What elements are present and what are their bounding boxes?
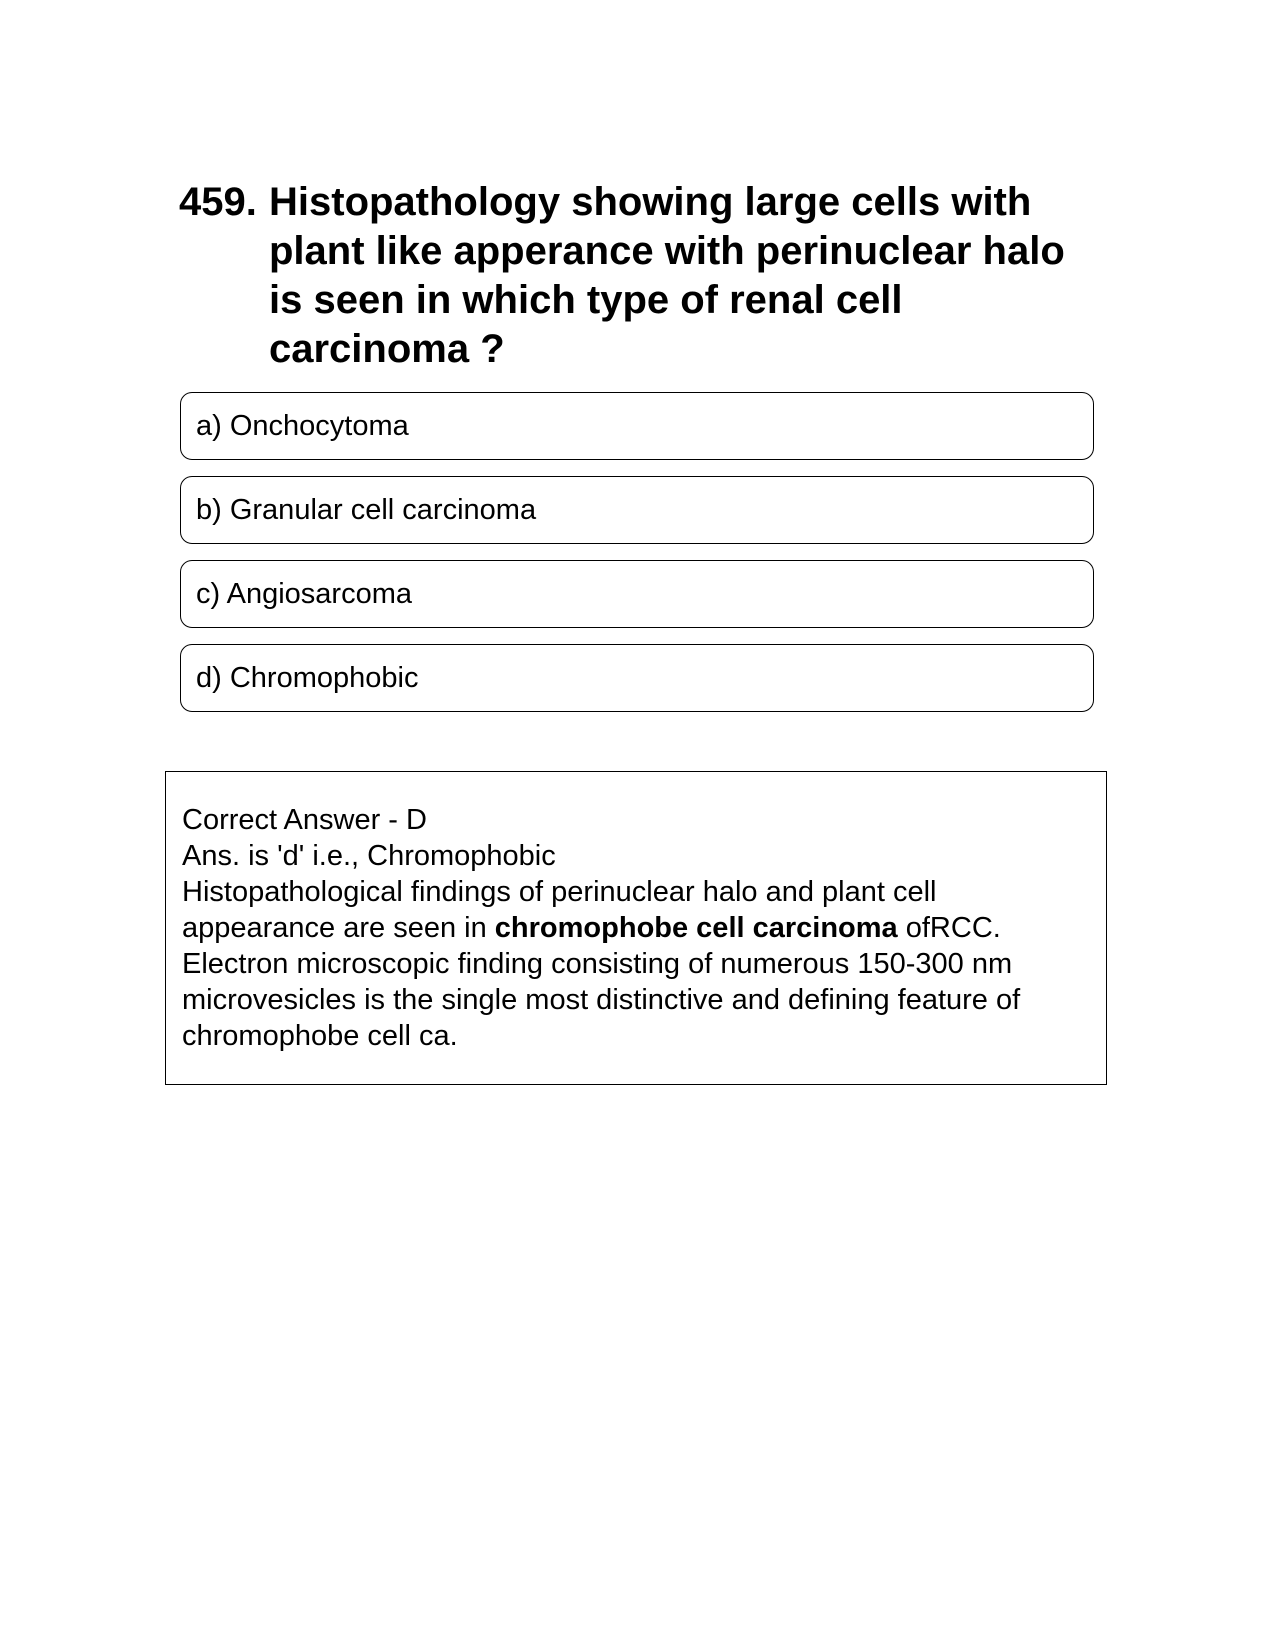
explanation-after: ofRCC. <box>897 912 1001 944</box>
answer-box <box>165 771 1107 1085</box>
explanation-before: Histopathological findings of perinuclear halo and plant cell appearance are seen in <box>182 876 937 944</box>
options-list <box>180 392 1094 728</box>
answer-line: Ans. is 'd' i.e., Chromophobic <box>182 840 556 872</box>
question <box>179 178 1079 374</box>
electron-text: Electron microscopic finding consisting of numerous 150-300 nm microvesicles is the single most distinctive and defining feature of chromophobe cell ca. <box>182 948 1021 1052</box>
correct-answer: Correct Answer - D <box>182 804 427 836</box>
option-b[interactable]: b) Granular cell carcinoma <box>180 476 1094 544</box>
option-d[interactable]: d) Chromophobic <box>180 644 1094 712</box>
question-number: 459. <box>179 180 257 224</box>
option-a[interactable]: a) Onchocytoma <box>180 392 1094 460</box>
explanation <box>182 874 1090 946</box>
question-text: Histopathology showing large cells with plant like apperance with perinuclear halo is seen in which type of renal cell carcinoma ? <box>269 180 1065 371</box>
option-c[interactable]: c) Angiosarcoma <box>180 560 1094 628</box>
explanation-bold: chromophobe cell carcinoma <box>494 912 898 944</box>
